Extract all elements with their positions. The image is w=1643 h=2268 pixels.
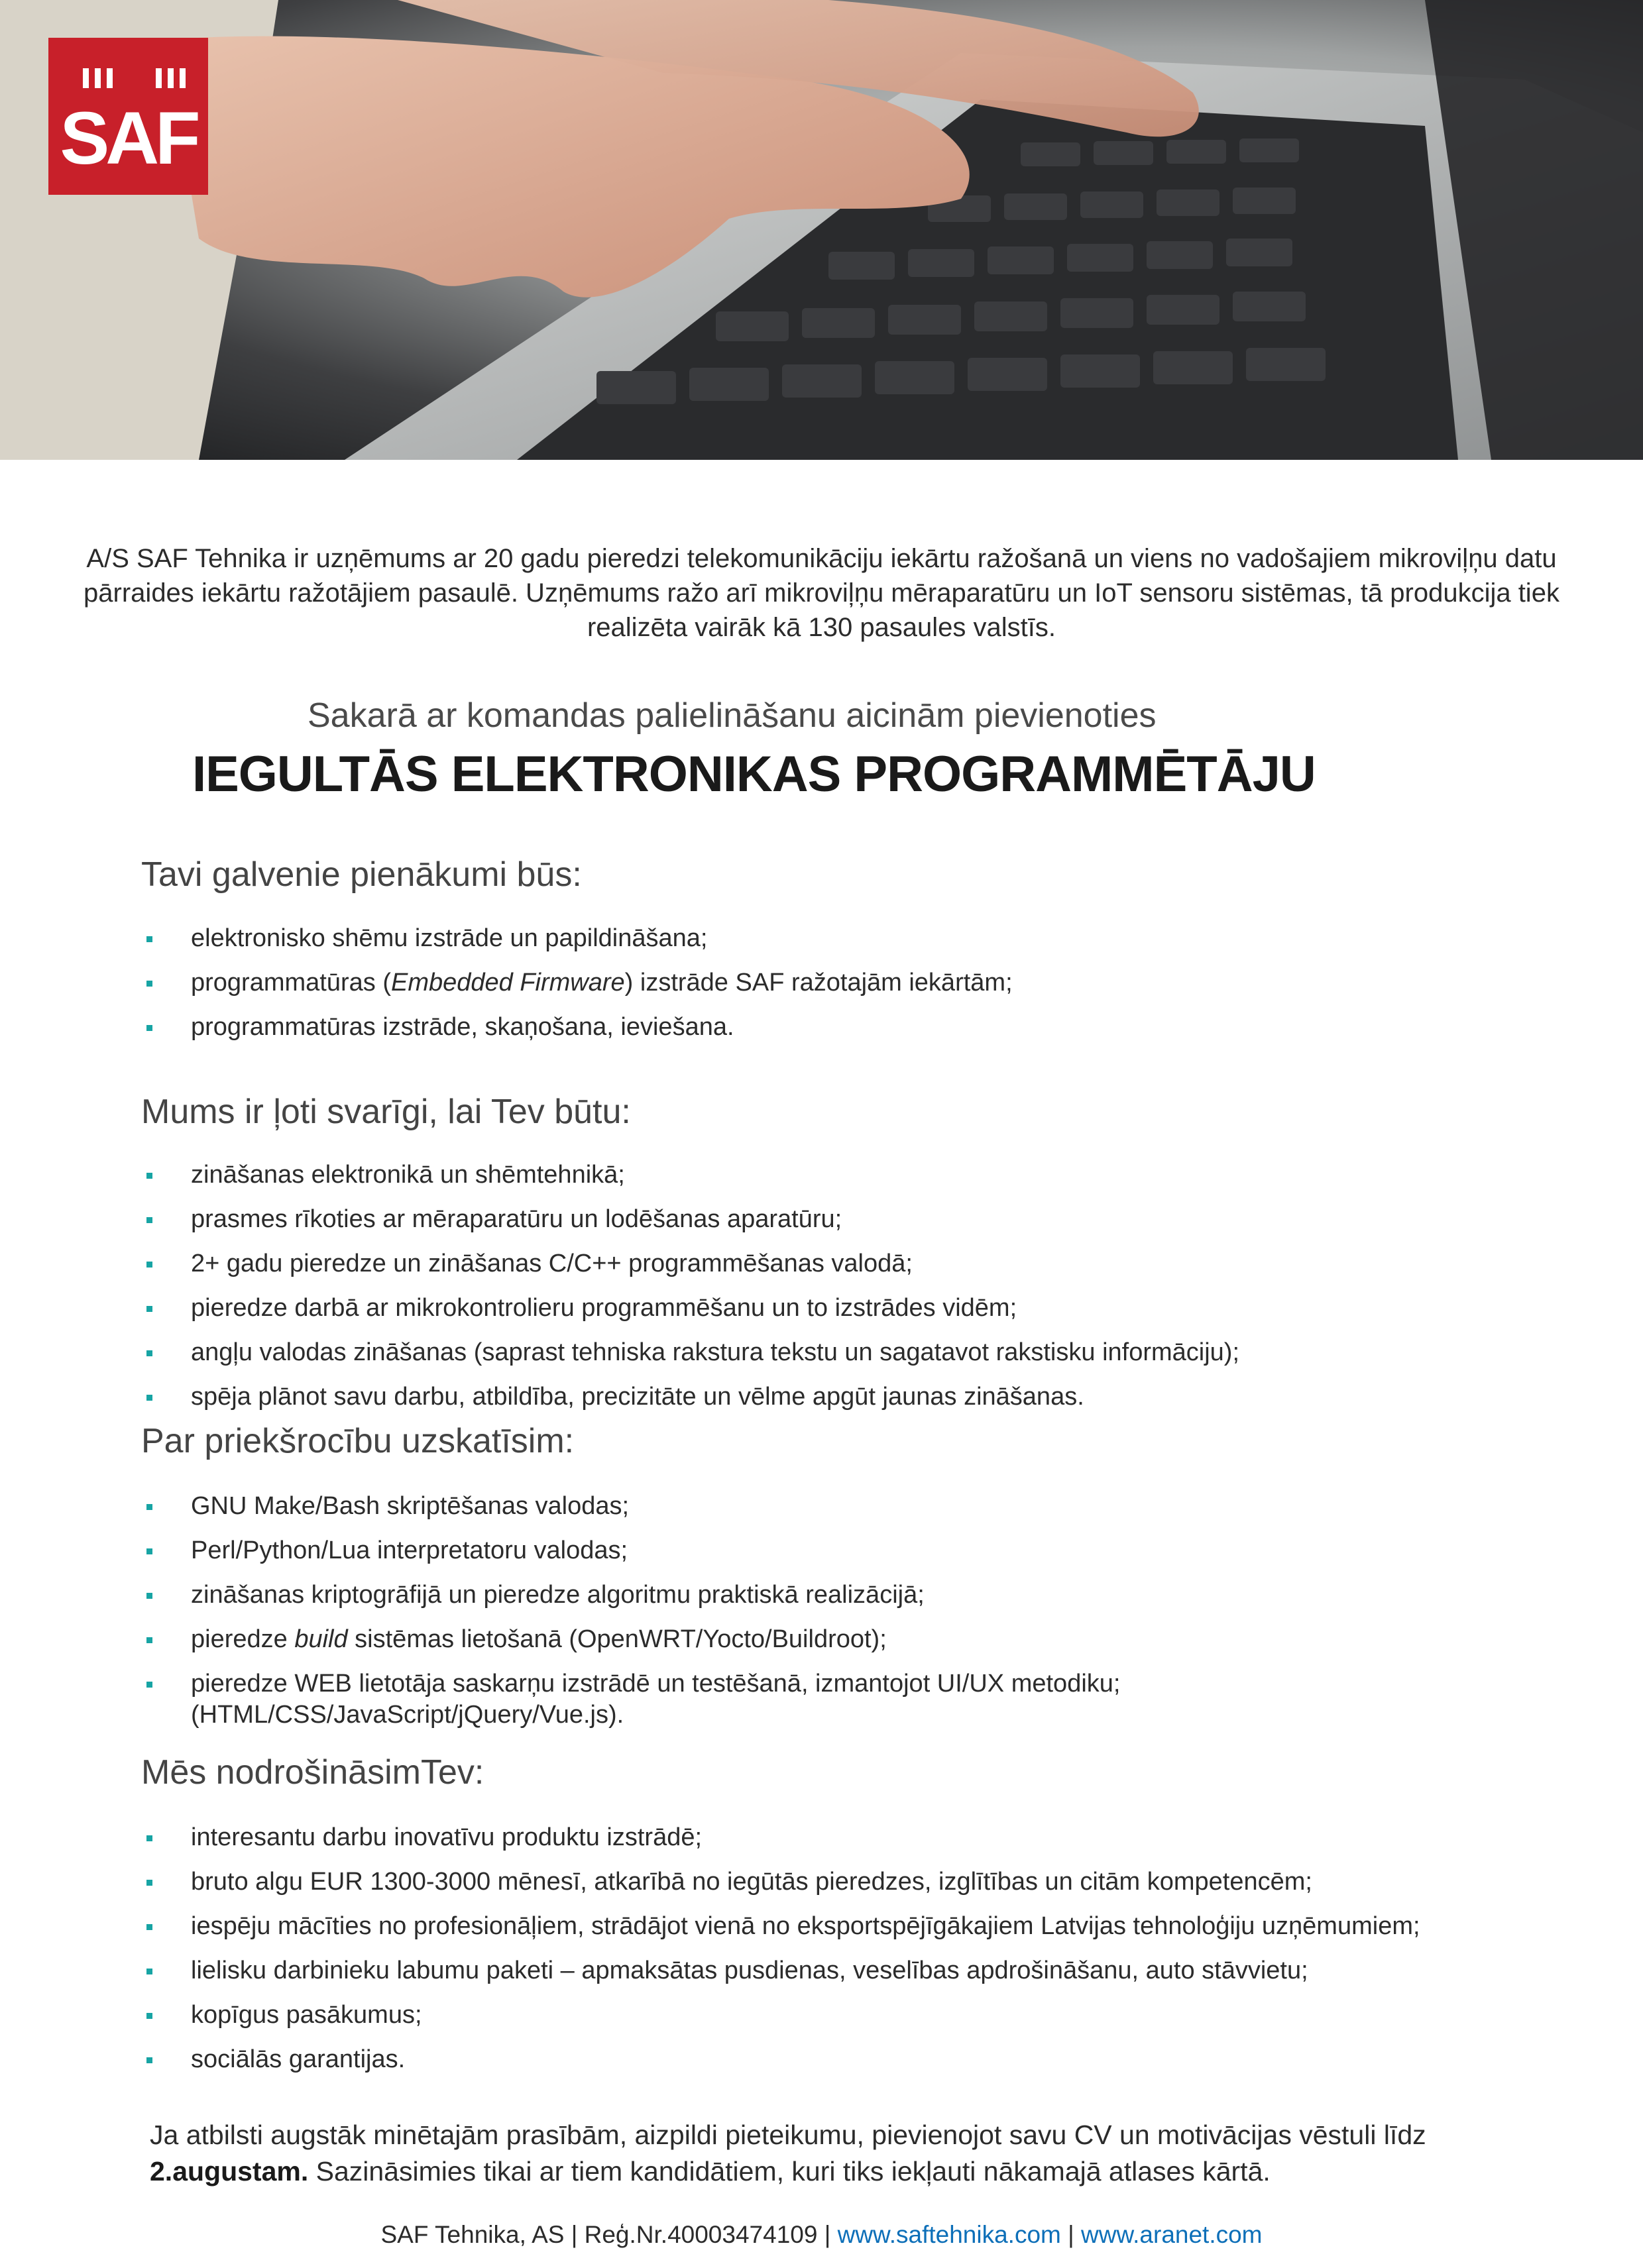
list-item: pieredze darbā ar mikrokontrolieru programmēšanu un to izstrādes vidēm; xyxy=(141,1293,1546,1324)
laptop-typing-illustration xyxy=(0,0,1643,460)
list-item: bruto algu EUR 1300-3000 mēnesī, atkarībā no iegūtās pieredzes, izglītības un citām kompetencēm; xyxy=(141,1866,1546,1898)
list-item: kopīgus pasākumus; xyxy=(141,2000,1546,2031)
list-item: programmatūras izstrāde, skaņošana, ieviešana. xyxy=(141,1012,1546,1043)
deadline-date: 2.augustam. xyxy=(150,2156,309,2187)
list-item: iespēju mācīties no profesionāļiem, strādājot vienā no eksportspējīgākajiem Latvijas tehnoloģiju uzņēmumiem; xyxy=(141,1911,1546,1942)
company-intro: A/S SAF Tehnika ir uzņēmums ar 20 gadu pieredzi telekomunikāciju iekārtu ražošanā un viens no vadošajiem mikroviļņu datu pārraides iekārtu ražotājiem pasaulē. Uzņēmums ražo arī mikroviļņu mēraparatūru un IoT sensoru sistēmas, tā produkcija tiek realizēta vairāk kā 130 pasaules valstīs. xyxy=(84,544,1559,642)
list-item: elektronisko shēmu izstrāde un papildināšana; xyxy=(141,923,1546,954)
hero-photo xyxy=(0,0,1643,460)
list-item: Perl/Python/Lua interpretatoru valodas; xyxy=(141,1535,1546,1566)
list-item: pieredze build sistēmas lietošanā (OpenWRT/Yocto/Buildroot); xyxy=(141,1624,1546,1655)
list-item: 2+ gadu pieredze un zināšanas C/C++ programmēšanas valodā; xyxy=(141,1248,1546,1279)
list-item: interesantu darbu inovatīvu produktu izstrādē; xyxy=(141,1822,1546,1853)
requirements-list xyxy=(141,1160,1546,1426)
footer: SAF Tehnika, AS | Reģ.Nr.40003474109 | www.saftehnika.com | www.aranet.com xyxy=(380,2221,1263,2248)
logo-text: SAF xyxy=(60,97,197,180)
section-heading-advantages: Par priekšrocību uzskatīsim: xyxy=(141,1422,575,1460)
section-heading-duties: Tavi galvenie pienākumi būs: xyxy=(141,855,582,894)
section-heading-requirements: Mums ir ļoti svarīgi, lai Tev būtu: xyxy=(141,1093,631,1131)
list-item: angļu valodas zināšanas (saprast tehniska rakstura tekstu un sagatavot rakstisku informāciju); xyxy=(141,1337,1546,1368)
list-item: pieredze WEB lietotāja saskarņu izstrādē un testēšanā, izmantojot UI/UX metodiku; (HTML/CSS/JavaScript/jQuery/Vue.js). xyxy=(141,1668,1351,1731)
list-item: sociālās garantijas. xyxy=(141,2044,1546,2075)
list-item: programmatūras (Embedded Firmware) izstrāde SAF ražotajām iekārtām; xyxy=(141,967,1546,999)
closing-paragraph: Ja atbilsti augstāk minētajām prasībām, aizpildi pieteikumu, pievienojot savu CV un motivācijas vēstuli līdz 2.augustam. Sazināsimies tikai ar tiem kandidātiem, kuri tiks iekļauti nākamajā atlases kārtā. xyxy=(150,2120,1426,2187)
job-title: IEGULTĀS ELEKTRONIKAS PROGRAMMĒTĀJU xyxy=(192,746,1316,802)
link-saftehnika[interactable]: www.saftehnika.com xyxy=(837,2221,1061,2248)
saf-logo xyxy=(48,38,208,195)
duties-list xyxy=(141,923,1546,1056)
list-item: zināšanas elektronikā un shēmtehnikā; xyxy=(141,1160,1546,1191)
list-item: prasmes rīkoties ar mēraparatūru un lodēšanas aparatūru; xyxy=(141,1204,1546,1235)
section-heading-benefits: Mēs nodrošināsimTev: xyxy=(141,1753,484,1792)
list-item: lielisku darbinieku labumu paketi – apmaksātas pusdienas, veselības apdrošināšanu, auto stāvvietu; xyxy=(141,1955,1546,1986)
invite-line: Sakarā ar komandas palielināšanu aicinām pievienoties xyxy=(308,696,1157,735)
link-aranet[interactable]: www.aranet.com xyxy=(1081,2221,1263,2248)
list-item: GNU Make/Bash skriptēšanas valodas; xyxy=(141,1491,1546,1522)
benefits-list xyxy=(141,1822,1546,2088)
list-item: zināšanas kriptogrāfijā un pieredze algoritmu praktiskā realizācijā; xyxy=(141,1580,1546,1611)
advantages-list xyxy=(141,1491,1546,1744)
footer-company: SAF Tehnika, AS | Reģ.Nr.40003474109 | xyxy=(380,2221,838,2248)
list-item: spēja plānot savu darbu, atbildība, precizitāte un vēlme apgūt jaunas zināšanas. xyxy=(141,1381,1546,1413)
